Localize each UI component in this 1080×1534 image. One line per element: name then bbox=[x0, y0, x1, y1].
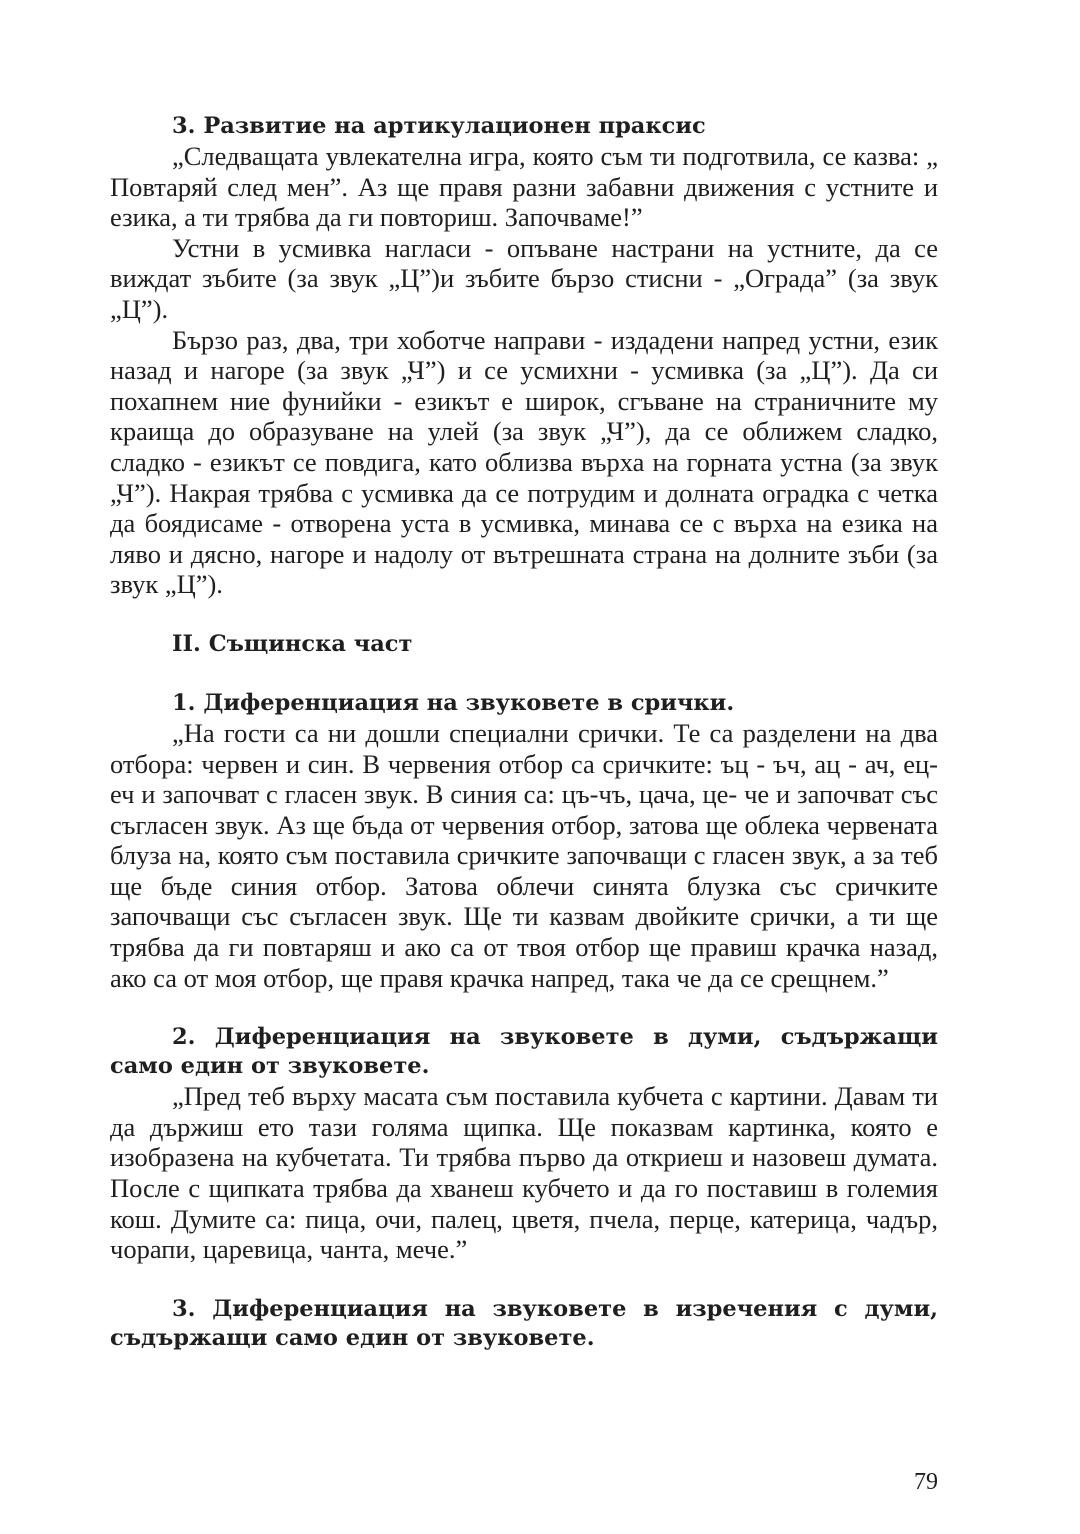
page-number: 79 bbox=[914, 1469, 938, 1495]
page-content bbox=[110, 112, 938, 1353]
section-heading-syllables: 1. Диференциация на звуковете в срички. bbox=[172, 689, 735, 716]
paragraph-game-intro: „Следващата увлекателна игра, която съм ти подготвила, се казва: „ Повтаряй след мен”. Аз ще правя разни забавни движения с устните и езика, а ти трябва да ги повториш. Започваме!” bbox=[110, 141, 938, 233]
section-heading-articulation: 3. Развитие на артикулационен праксис bbox=[172, 113, 706, 139]
paragraph-smile-exercise: Устни в усмивка нагласи - опъване настрани на устните, да се виждат зъбите (за звук „Ц”)и зъбите бързо стисни - „Ограда” (за звук „Ц”). bbox=[110, 232, 938, 324]
section-heading-sentences: 3. Диференциация на звуковете в изречения с думи, съдържащи само един от звуковете. bbox=[110, 1295, 938, 1351]
paragraph-exercises: Бързо раз, два, три хоботче направи - издадени напред устни, език назад и нагоре (за звук „Ч”) и се усмихни - усмивка (за „Ц”). Да си похапнем ние фунийки - езикът е широк, сгъване на страничните му краища до образуване на улей (за звук „Ч”), да се оближем сладко, сладко - езикът се повдига, като облизва върха на горната устна (за звук „Ч”). Накрая трябва с усмивка да се потрудим и долната оградка с четка да боядисаме - отворена уста в усмивка, минава се с върха на езика на ляво и дясно, нагоре и надолу от вътрешната страна на долните зъби (за звук „Ц”). bbox=[110, 324, 938, 600]
section-heading-words: 2. Диференциация на звуковете в думи, съдържащи само един от звуковете. bbox=[110, 1024, 938, 1080]
paragraph-syllables-game: „На гости са ни дошли специални срички. Те са разделени на два отбора: червен и син. В червения отбор са сричките: ъц - ъч, ац - ач, ец- еч и започват с гласен звук. В синия са: цъ-чъ, цача, це- че и започват със съгласен звук. Аз ще бъда от червения отбор, затова ще облека червената блуза на, която съм поставила сричките започващи с гласен звук, а за теб ще бъде синия отбор. Затова облечи синята блузка със сричките започващи със съгласен звук. Ще ти казвам двойките срички, а ти ще трябва да ги повтаряш и ако са от твоя отбор ще правиш крачка назад, ако са от моя отбор, ще правя крачка напред, така че да се срещнем.” bbox=[110, 717, 938, 993]
part-heading-main: II. Същинска част bbox=[172, 630, 413, 657]
paragraph-words-game: „Пред теб върху масата съм поставила кубчета с картини. Давам ти да държиш ето тази голяма щипка. Ще показвам картинка, която е изобразена на кубчетата. Ти трябва първо да откриеш и назовеш думата. После с щипката трябва да хванеш кубчето и да го поставиш в големия кош. Думите са: пица, очи, палец, цветя, пчела, перце, катерица, чадър, чорапи, царевица, чанта, мече.” bbox=[110, 1081, 938, 1265]
